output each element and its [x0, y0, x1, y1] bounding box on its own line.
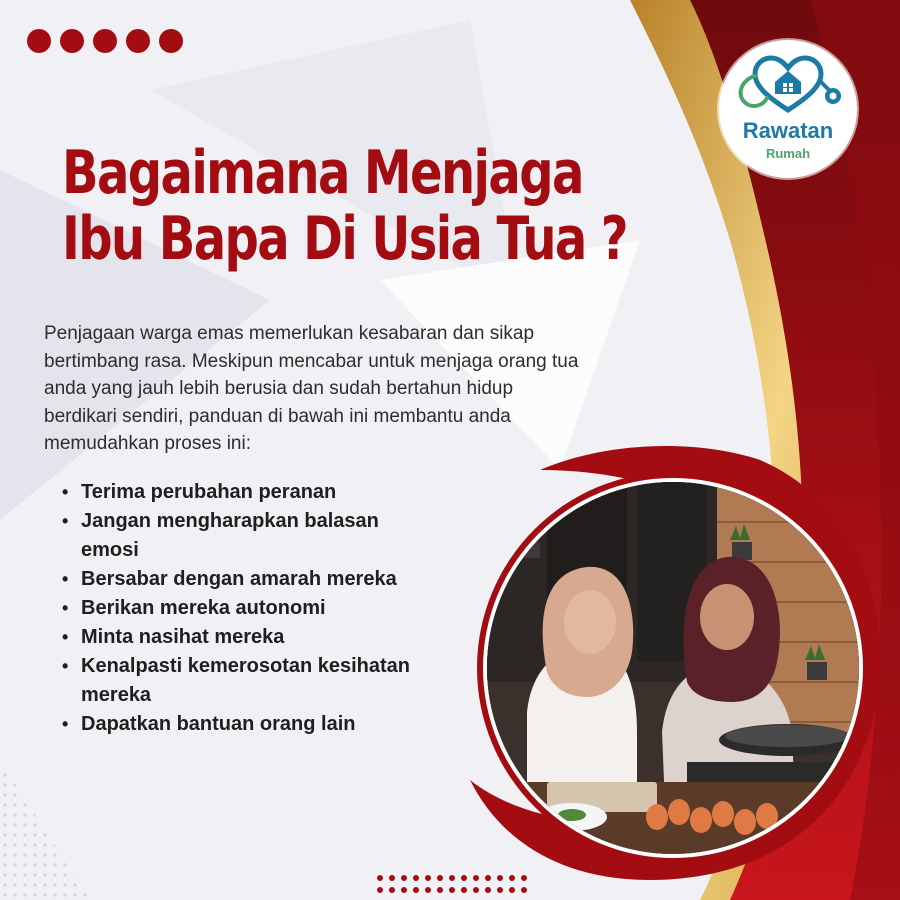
- photo-illustration: [487, 482, 859, 854]
- dot: [93, 29, 117, 53]
- house-heart-stethoscope-icon: [733, 52, 843, 116]
- title-line-1: Bagaimana Menjaga: [62, 138, 583, 208]
- list-item: • Kenalpasti kemerosotan kesihatan mereka: [62, 652, 412, 710]
- logo-name: Rawatan: [742, 118, 834, 143]
- list-item: • Minta nasihat mereka: [62, 623, 412, 652]
- list-item: • Berikan mereka autonomi: [62, 594, 412, 623]
- brand-logo: [719, 40, 857, 178]
- logo-subtitle: Rumah: [765, 146, 811, 161]
- list-item: • Jangan mengharapkan balasan emosi: [62, 507, 412, 565]
- cooking-photo: [487, 482, 859, 854]
- list-item: • Terima perubahan peranan: [62, 478, 412, 507]
- dot: [159, 29, 183, 53]
- dot: [27, 29, 51, 53]
- dot: [126, 29, 150, 53]
- tips-list: [62, 478, 412, 739]
- list-item: • Dapatkan bantuan orang lain: [62, 710, 412, 739]
- page-title: [62, 140, 686, 272]
- title-line-2: Ibu Bapa Di Usia Tua ?: [62, 204, 628, 274]
- top-dots: [27, 29, 183, 53]
- bottom-dots: [376, 874, 536, 894]
- intro-paragraph: Penjagaan warga emas memerlukan kesabaran dan sikap bertimbang rasa. Meskipun mencabar untuk menjaga orang tua anda yang jauh lebih berusia dan sudah bertahun hidup berdikari sendiri, panduan di bawah ini membantu anda memudahkan proses ini:: [44, 323, 579, 454]
- list-item: • Bersabar dengan amarah mereka: [62, 565, 412, 594]
- dot: [60, 29, 84, 53]
